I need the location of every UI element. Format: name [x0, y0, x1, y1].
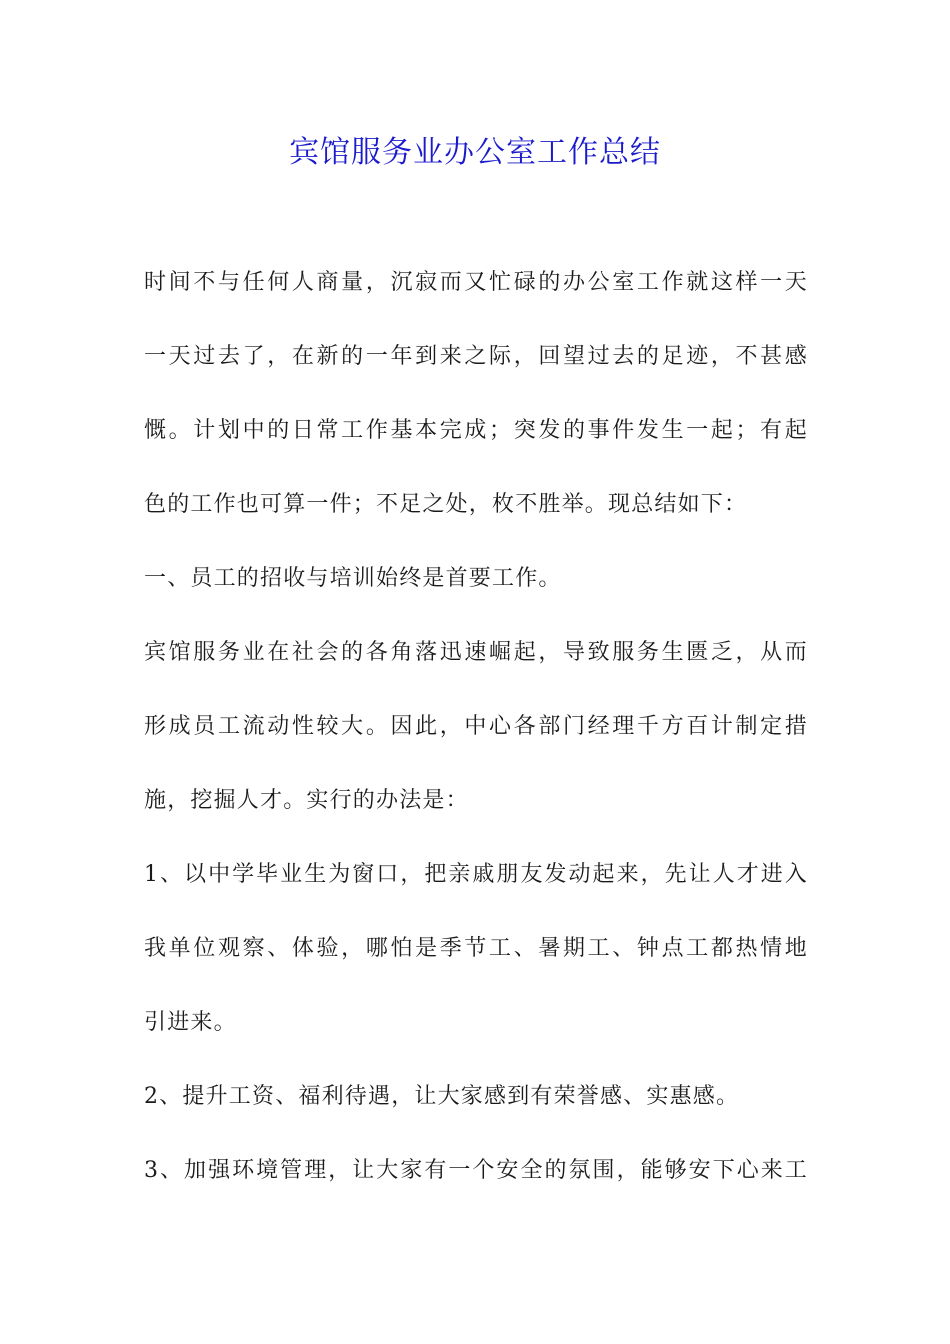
- list-item-line: 引进来。: [144, 1010, 237, 1035]
- paragraph-line: 一天过去了，在新的一年到来之际，回望过去的足迹，不甚感: [144, 344, 808, 369]
- paragraph-line: 时间不与任何人商量，沉寂而又忙碌的办公室工作就这样一天: [144, 270, 808, 295]
- paragraph-line: 形成员工流动性较大。因此，中心各部门经理千方百计制定措: [144, 714, 808, 739]
- list-item-line: 我单位观察、体验，哪怕是季节工、暑期工、钟点工都热情地: [144, 936, 808, 961]
- paragraph-line: 宾馆服务业在社会的各角落迅速崛起，导致服务生匮乏，从而: [144, 640, 808, 665]
- paragraph-line: 施，挖掘人才。实行的办法是：: [144, 788, 469, 813]
- list-item-line: 1、以中学毕业生为窗口，把亲戚朋友发动起来，先让人才进入: [144, 862, 808, 887]
- list-item-line: 2、提升工资、福利待遇，让大家感到有荣誉感、实惠感。: [144, 1084, 740, 1109]
- paragraph-line: 慨。计划中的日常工作基本完成；突发的事件发生一起；有起: [144, 418, 808, 443]
- paragraph-line: 色的工作也可算一件；不足之处，枚不胜举。现总结如下：: [144, 492, 748, 517]
- list-item-line: 3、加强环境管理，让大家有一个安全的氛围，能够安下心来工: [144, 1158, 808, 1183]
- document-body: [144, 258, 808, 1220]
- section-heading: 一、员工的招收与培训始终是首要工作。: [144, 566, 562, 591]
- document-title: 宾馆服务业办公室工作总结: [289, 135, 661, 170]
